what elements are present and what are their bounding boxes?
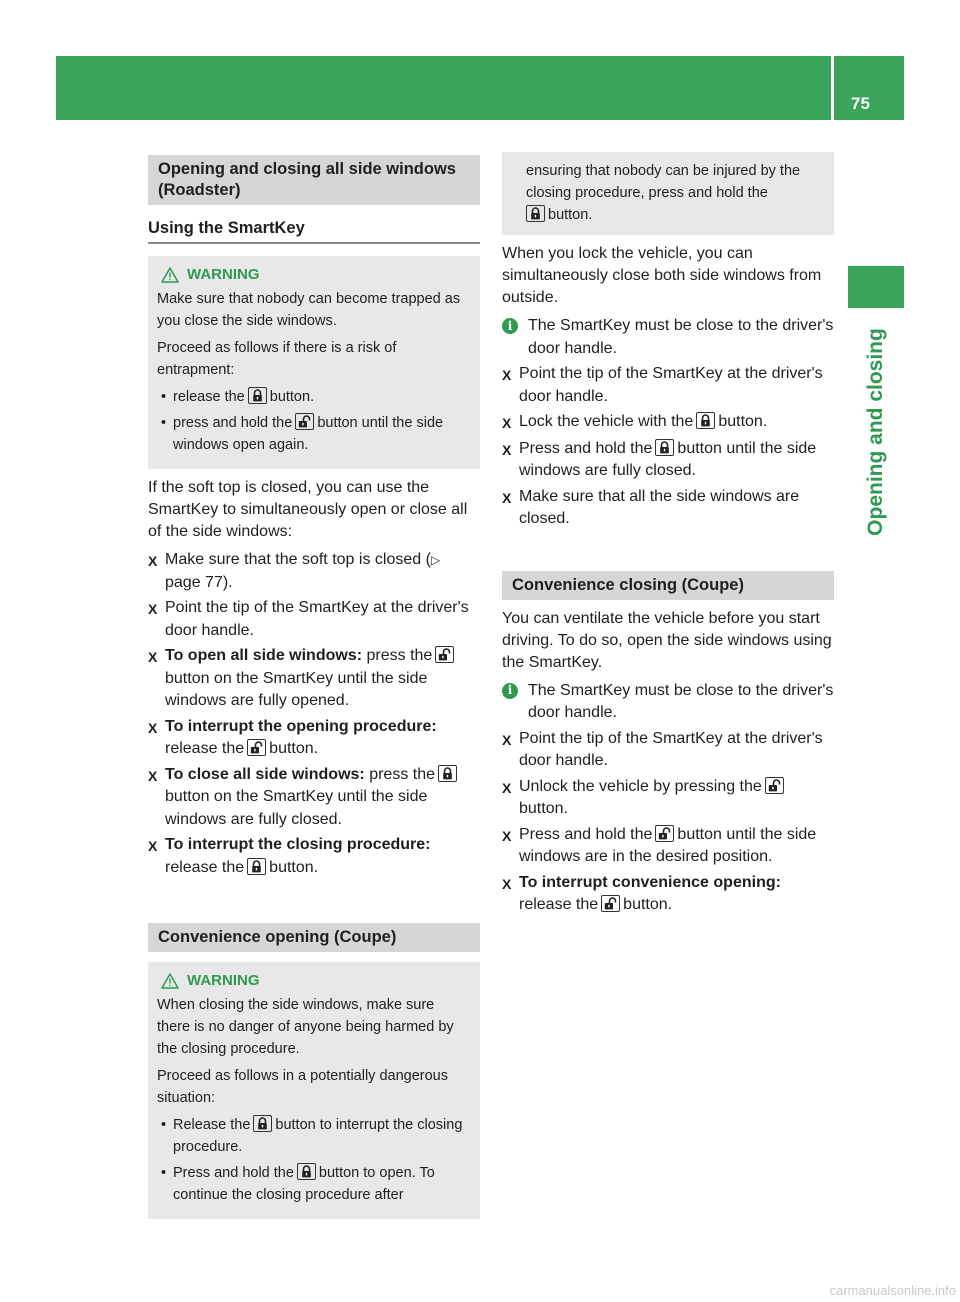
info-note: i The SmartKey must be close to the driver's door handle. (502, 680, 834, 725)
info-note: i The SmartKey must be close to the driver's door handle. (502, 315, 834, 360)
step-x-icon: X (148, 767, 158, 784)
unlock-button-icon (601, 895, 620, 912)
info-icon: i (502, 683, 518, 699)
lock-button-icon (248, 387, 267, 404)
side-tab-marker (848, 266, 904, 308)
instruction-step: X To interrupt the opening procedure: release the button. (148, 716, 480, 761)
watermark: carmanualsonline.info (829, 1283, 956, 1298)
step-x-icon: X (502, 367, 512, 383)
step-x-icon: X (502, 731, 512, 748)
step-x-icon: X (148, 553, 158, 569)
warning-box-1 (148, 256, 480, 469)
lock-button-icon (526, 205, 545, 222)
step-x-icon: X (502, 827, 512, 844)
warning-text: Proceed as follows if there is a risk of entrapment: (157, 340, 397, 378)
unlock-button-icon (655, 825, 674, 842)
step-x-icon: X (502, 875, 512, 892)
instruction-step: X Unlock the vehicle by pressing the button. (502, 776, 834, 821)
body-paragraph: You can ventilate the vehicle before you start driving. To do so, open the side windows using the SmartKey. (502, 609, 832, 671)
instruction-step: X Point the tip of the SmartKey at the driver's door handle. (502, 363, 834, 408)
section-title-roadster: Opening and closing all side windows (Roadster) (148, 155, 480, 205)
side-tab-label: Opening and closing (864, 328, 887, 536)
lock-button-icon (655, 439, 674, 456)
unlock-button-icon (247, 739, 266, 756)
unlock-button-icon (765, 777, 784, 794)
page-number: 75 (851, 94, 870, 113)
body-paragraph: When you lock the vehicle, you can simultaneously close both side windows from outside. (502, 245, 822, 306)
step-x-icon: X (502, 441, 512, 458)
warning-text: Make sure that nobody can become trapped as you close the side windows. (157, 291, 461, 329)
page-ref-arrow-icon: ▷ (430, 553, 441, 567)
instruction-step: X To open all side windows: press the button on the SmartKey until the side windows are fully opened. (148, 645, 480, 713)
right-column (502, 152, 834, 920)
step-x-icon: X (502, 415, 512, 431)
step-x-icon: X (502, 489, 512, 506)
warning-bullet: • release the button. (161, 389, 315, 405)
lock-button-icon (253, 1115, 272, 1132)
instruction-step: X To interrupt convenience opening: release the button. (502, 872, 834, 917)
unlock-button-icon (435, 646, 454, 663)
warning-bullet: • Press and hold the button to open. To continue the closing procedure after (161, 1165, 435, 1203)
body-paragraph: If the soft top is closed, you can use the SmartKey to simultaneously open or close all of the side windows: (148, 479, 468, 540)
instruction-step: X Point the tip of the SmartKey at the driver's door handle. (148, 597, 480, 642)
warning-triangle-icon (161, 267, 179, 283)
instruction-step: X Make sure that all the side windows are closed. (502, 486, 834, 531)
lock-button-icon (696, 412, 715, 429)
page-header-bar (56, 56, 904, 120)
step-x-icon: X (148, 649, 158, 665)
instruction-step: X To interrupt the closing procedure: release the button. (148, 834, 480, 879)
instruction-step: X Press and hold the button until the side windows are in the desired position. (502, 824, 834, 869)
step-x-icon: X (148, 838, 158, 854)
left-column (148, 155, 480, 1219)
section-title-convenience-opening: Convenience opening (Coupe) (148, 923, 480, 952)
subheading-smartkey: Using the SmartKey (148, 213, 480, 244)
warning-box-continued: ensuring that nobody can be injured by the closing procedure, press and hold the button. (502, 152, 834, 235)
lock-button-icon (247, 858, 266, 875)
warning-title: WARNING (157, 264, 471, 286)
section-title-convenience-closing: Convenience closing (Coupe) (502, 571, 834, 600)
instruction-step: X Point the tip of the SmartKey at the driver's door handle. (502, 728, 834, 773)
warning-box-2 (148, 962, 480, 1219)
instruction-step: X Make sure that the soft top is closed (▷ page 77). (148, 549, 480, 594)
info-icon: i (502, 318, 518, 334)
lock-button-icon (438, 765, 457, 782)
warning-bullet: • press and hold the button until the side windows open again. (161, 415, 444, 453)
warning-text: Proceed as follows in a potentially dangerous situation: (157, 1068, 448, 1106)
unlock-button-icon (295, 413, 314, 430)
warning-bullet: • Release the button to interrupt the closing procedure. (161, 1117, 463, 1155)
instruction-step: X To close all side windows: press the button on the SmartKey until the side windows are fully closed. (148, 764, 480, 832)
header-divider (831, 56, 834, 120)
chapter-title: Side windows (737, 34, 876, 57)
instruction-step: X Lock the vehicle with the button. (502, 411, 834, 435)
warning-triangle-icon (161, 973, 179, 989)
lock-button-icon (297, 1163, 316, 1180)
step-x-icon: X (502, 779, 512, 796)
warning-title: WARNING (157, 970, 471, 992)
instruction-step: X Press and hold the button until the side windows are fully closed. (502, 438, 834, 483)
step-x-icon: X (148, 601, 158, 617)
step-x-icon: X (148, 719, 158, 736)
warning-text: When closing the side windows, make sure there is no danger of anyone being harmed by the closing procedure. (157, 997, 454, 1057)
